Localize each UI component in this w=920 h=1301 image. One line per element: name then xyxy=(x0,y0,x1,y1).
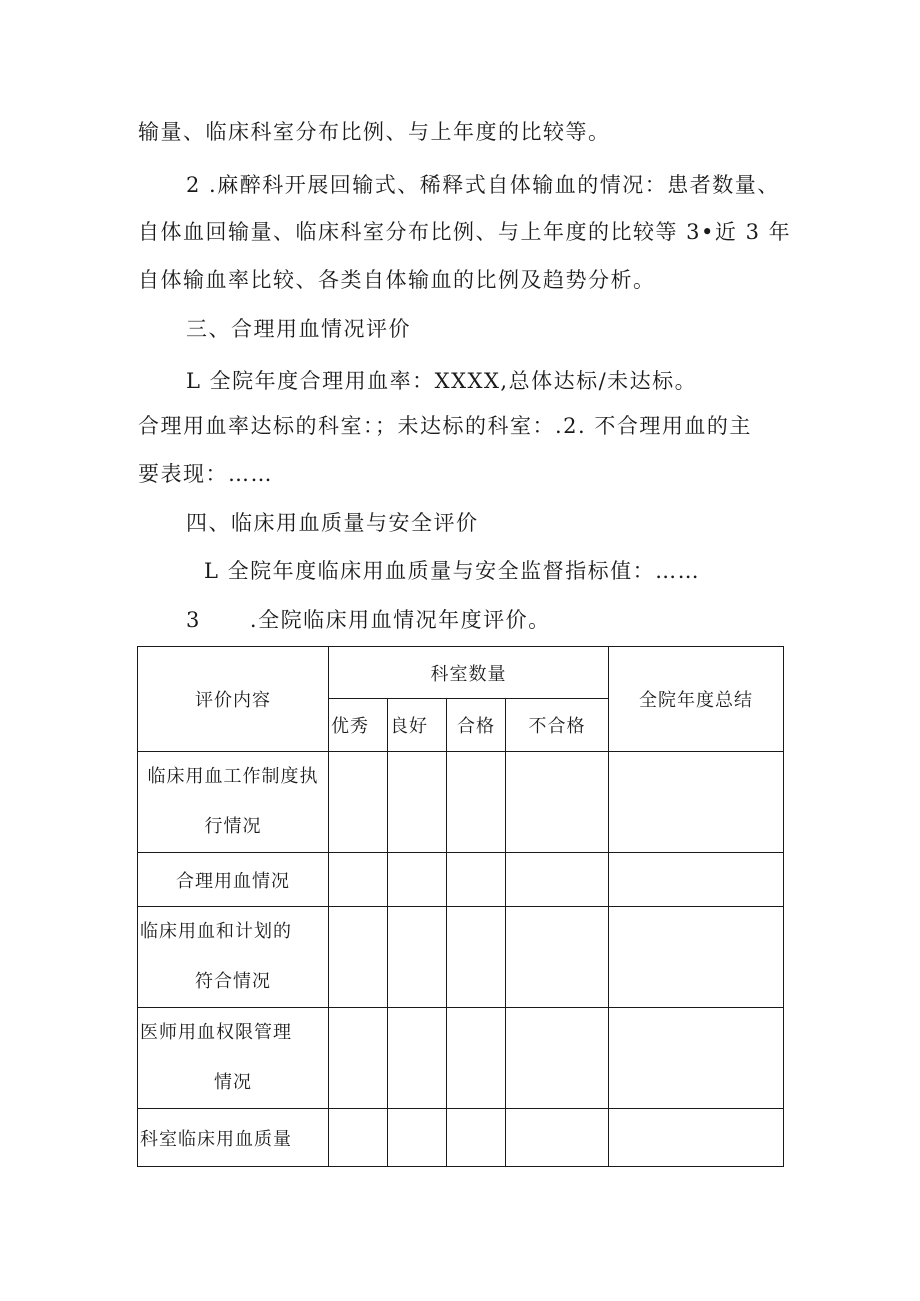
row-label-line: 符合情况 xyxy=(195,971,271,992)
row-label xyxy=(138,1109,329,1167)
cell-summary xyxy=(609,853,784,907)
row-label xyxy=(138,1008,329,1109)
cell-pass xyxy=(447,1008,506,1109)
row-label-line: 情况 xyxy=(214,1072,252,1093)
paragraph-line: L 全院年度临床用血质量与安全监督指标值：…… xyxy=(204,559,701,583)
cell-good xyxy=(388,1008,447,1109)
cell-excellent xyxy=(329,907,388,1008)
paragraph-line: 自体血回输量、临床科室分布比例、与上年度的比较等 3•近 3 年 xyxy=(138,220,792,244)
cell-pass xyxy=(447,752,506,853)
row-label-line: 行情况 xyxy=(204,816,262,837)
paragraph-line: 自体输血率比较、各类自体输血的比例及趋势分析。 xyxy=(138,268,656,292)
row-label xyxy=(138,853,329,907)
subheader-excellent: 优秀 xyxy=(329,699,388,752)
subheader-fail: 不合格 xyxy=(506,699,609,752)
cell-fail xyxy=(506,907,609,1008)
row-label-line: 临床用血工作制度执 xyxy=(147,766,319,787)
cell-good xyxy=(388,752,447,853)
paragraph-line: L 全院年度合理用血率：XXXX,总体达标/未达标。 xyxy=(186,369,698,393)
subheader-pass: 合格 xyxy=(447,699,506,752)
table-row xyxy=(138,853,784,907)
paragraph-line: 2 .麻醉科开展回输式、稀释式自体输血的情况：患者数量、 xyxy=(186,173,780,197)
cell-fail xyxy=(506,1008,609,1109)
paragraph-line: 要表现：…… xyxy=(138,462,273,486)
cell-fail xyxy=(506,1109,609,1167)
paragraph-line: 输量、临床科室分布比例、与上年度的比较等。 xyxy=(138,120,611,144)
table-row xyxy=(138,1109,784,1167)
cell-excellent xyxy=(329,752,388,853)
section-heading: 四、临床用血质量与安全评价 xyxy=(186,511,479,535)
cell-pass xyxy=(447,853,506,907)
cell-pass xyxy=(447,1109,506,1167)
cell-summary xyxy=(609,1008,784,1109)
cell-pass xyxy=(447,907,506,1008)
cell-good xyxy=(388,853,447,907)
table-row xyxy=(138,907,784,1008)
table-row xyxy=(138,752,784,853)
cell-excellent xyxy=(329,1109,388,1167)
cell-fail xyxy=(506,853,609,907)
subheader-good: 良好 xyxy=(388,699,447,752)
cell-summary xyxy=(609,907,784,1008)
row-label xyxy=(138,907,329,1008)
table-row xyxy=(138,1008,784,1109)
header-content: 评价内容 xyxy=(138,647,329,752)
cell-good xyxy=(388,907,447,1008)
cell-good xyxy=(388,1109,447,1167)
evaluation-table xyxy=(137,646,784,1167)
row-label-line: 合理用血情况 xyxy=(176,870,290,892)
cell-excellent xyxy=(329,853,388,907)
cell-fail xyxy=(506,752,609,853)
cell-summary xyxy=(609,752,784,853)
row-label xyxy=(138,752,329,853)
paragraph-line: 3 .全院临床用血情况年度评价。 xyxy=(186,608,551,632)
section-heading: 三、合理用血情况评价 xyxy=(186,317,411,341)
row-label-line: 科室临床用血质量 xyxy=(140,1128,292,1150)
header-annual-summary: 全院年度总结 xyxy=(609,647,784,752)
row-label-line: 医师用血权限管理 xyxy=(140,1022,292,1043)
row-label-line: 临床用血和计划的 xyxy=(140,921,292,942)
cell-summary xyxy=(609,1109,784,1167)
header-dept-count: 科室数量 xyxy=(329,647,609,699)
paragraph-line: 合理用血率达标的科室：；未达标的科室：.2. 不合理用血的主 xyxy=(138,414,752,438)
cell-excellent xyxy=(329,1008,388,1109)
